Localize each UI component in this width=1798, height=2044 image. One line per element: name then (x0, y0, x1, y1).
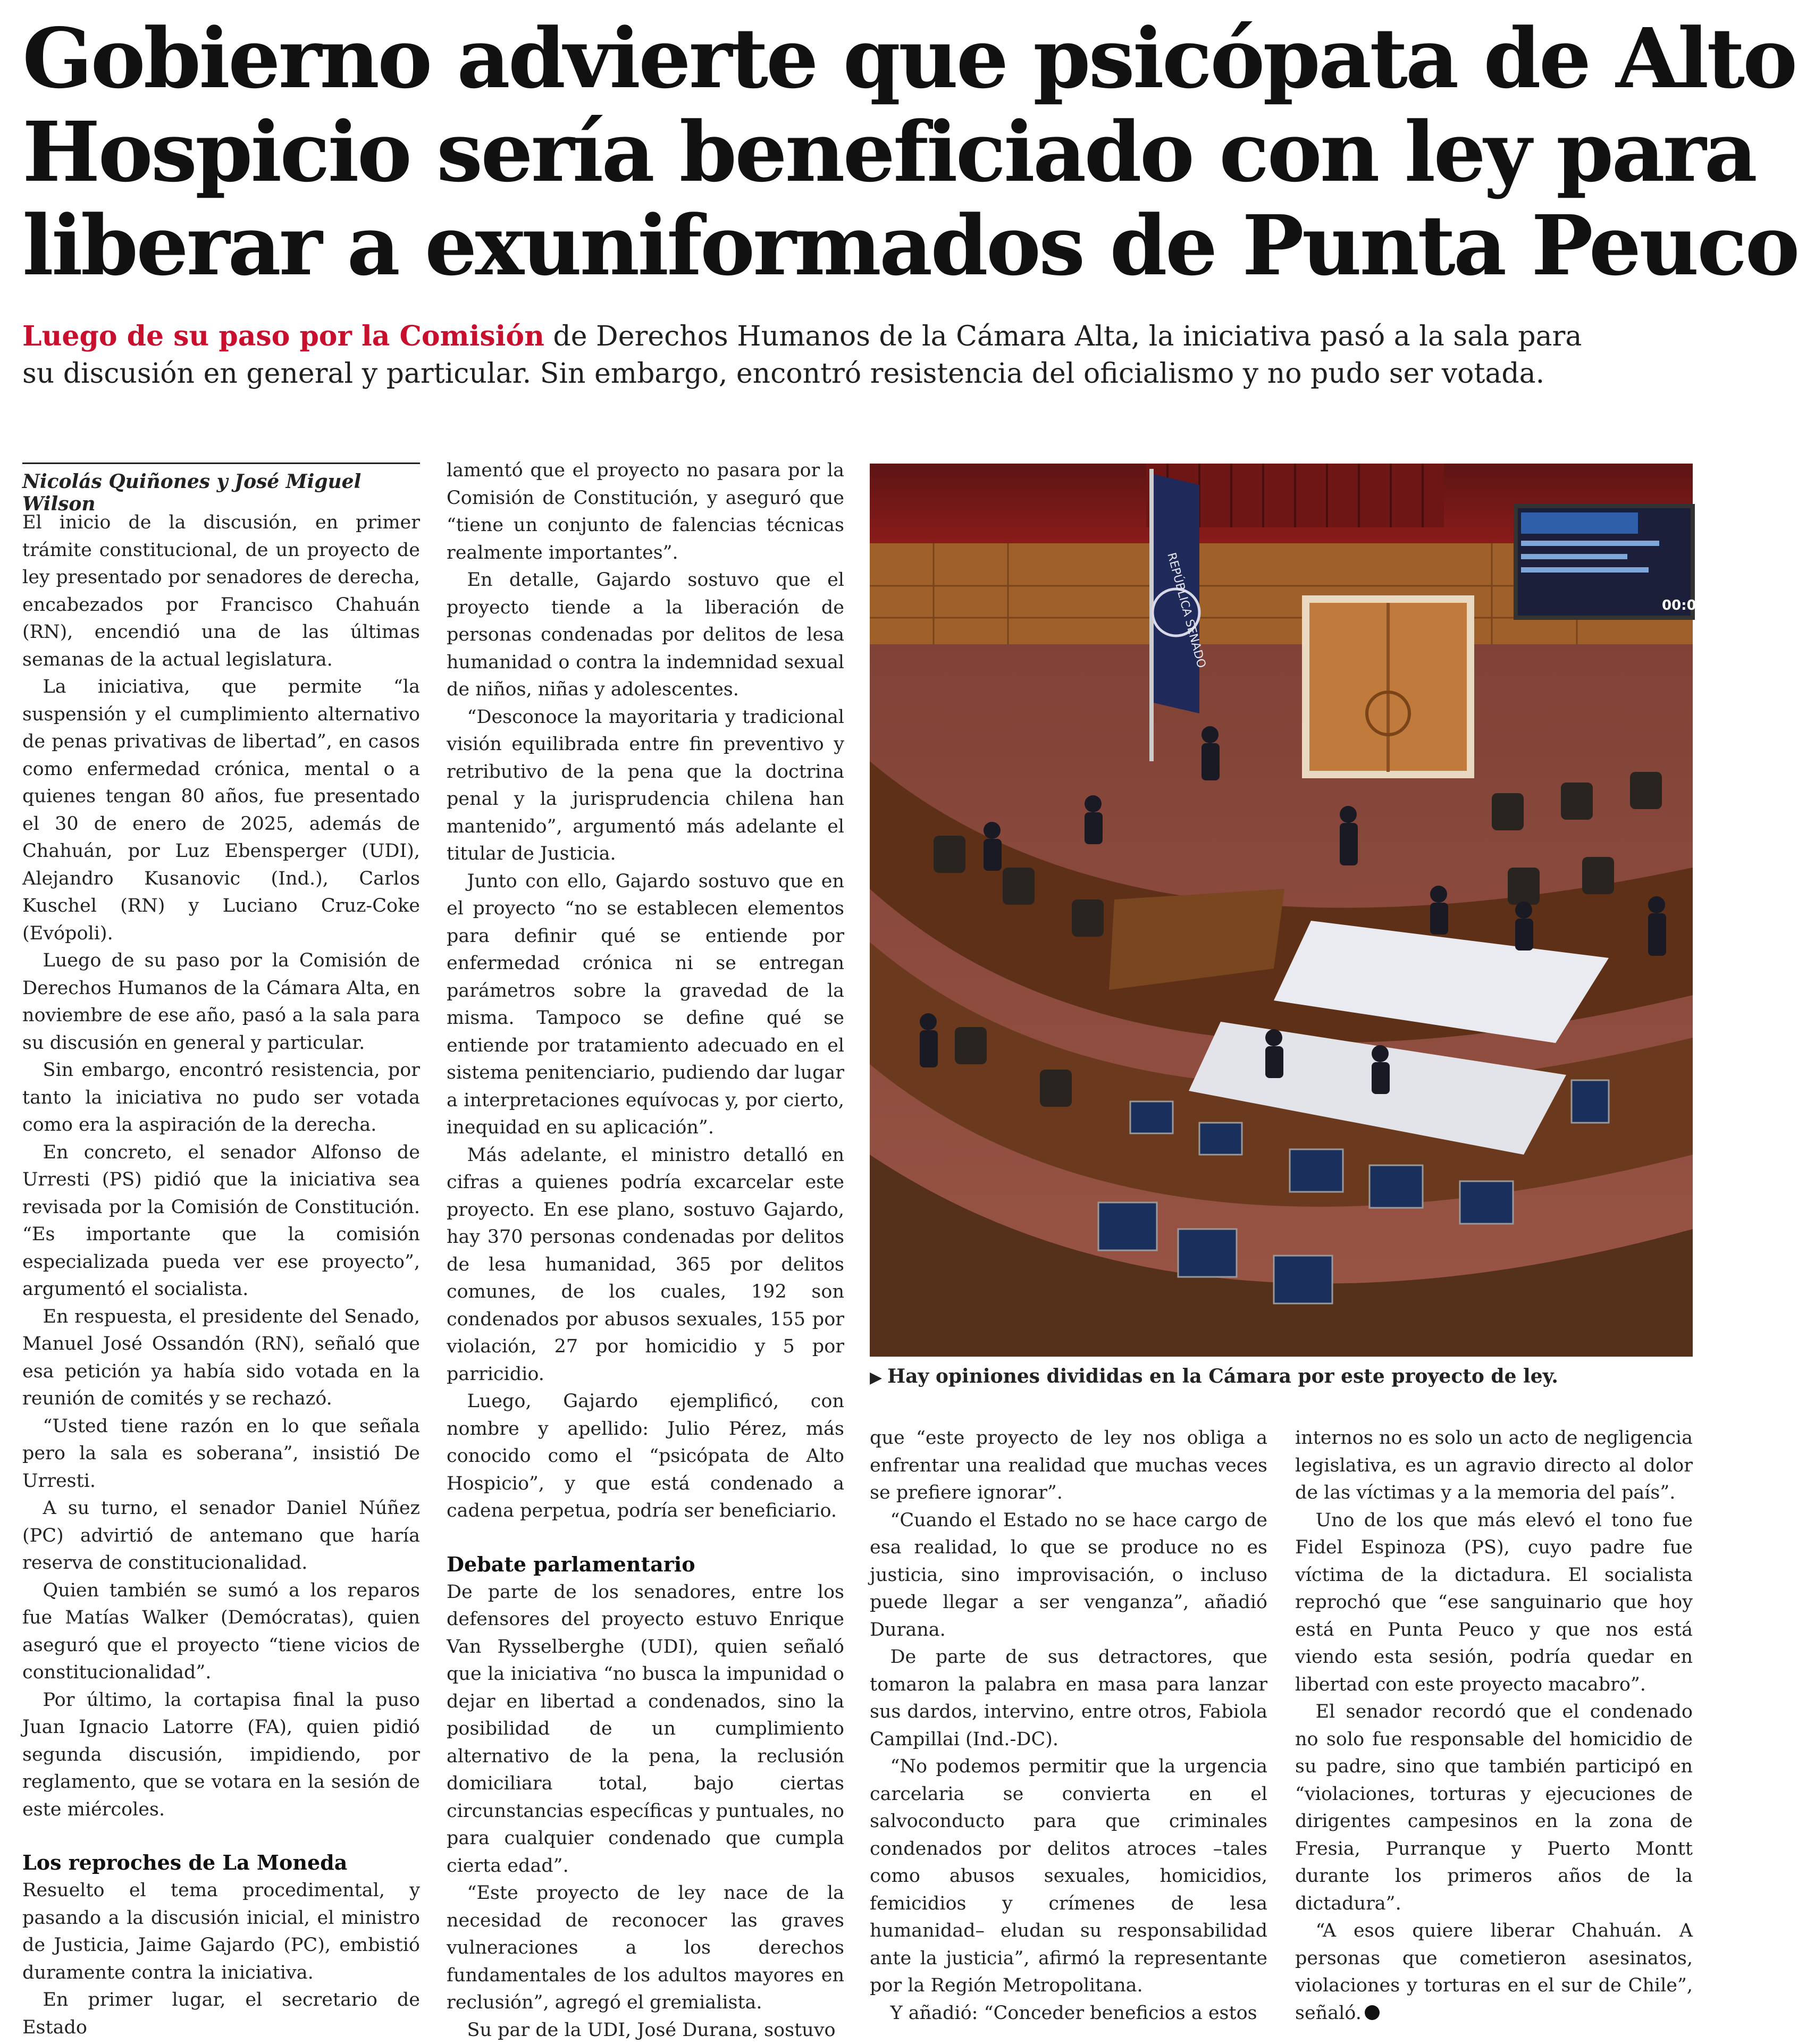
headline-line: Hospicio sería beneficiado con ley para (22, 105, 1713, 199)
paragraph: En respuesta, el presidente del Senado, Manuel José Ossandón (RN), señaló que esa petición ya había sido votada en la reunión de comités y se rechazó. (22, 1303, 420, 1413)
paragraph: De parte de sus detractores, que tomaron la palabra en masa para lanzar sus dardos, intervino, entre otros, Fabiola Campillai (Ind.-DC). (870, 1644, 1267, 1753)
article-column-3 (870, 1425, 1267, 1992)
article-column-2 (447, 457, 844, 1992)
deck-line-1 (22, 318, 1713, 355)
paragraph: Quien también se sumó a los reparos fue Matías Walker (Demócratas), quien aseguró que el proyecto “tiene vicios de constitucionalidad”. (22, 1577, 420, 1687)
paragraph: Por último, la cortapisa final la puso Juan Ignacio Latorre (FA), quien pidió segunda discusión, impidiendo, por reglamento, que se votara en la sesión de este miércoles. (22, 1687, 420, 1824)
end-of-article-icon (1365, 2005, 1380, 2020)
paragraph: “Desconoce la mayoritaria y tradicional visión equilibrada entre fin preventivo y retributivo de la pena que la doctrina penal y la jurisprudencia chilena han mantenido”, argumentó más adelante el titular de Justicia. (447, 704, 844, 868)
paragraph: Resuelto el tema procedimental, y pasando a la discusión inicial, el ministro de Justicia, Jaime Gajardo (PC), embistió duramente contra la iniciativa. (22, 1877, 420, 1987)
screen-clock: 00:0 (1662, 598, 1696, 613)
paragraph: internos no es solo un acto de negligencia legislativa, es un agravio directo al dolor de las víctimas y a la memoria del país”. (1295, 1425, 1693, 1507)
flag-text: REPÚBLICA SENADO (1164, 551, 1208, 670)
paragraph: Sin embargo, encontró resistencia, por tanto la iniciativa no pudo ser votada como era la aspiración de la derecha. (22, 1057, 420, 1139)
paragraph-final (1295, 1917, 1693, 2027)
paragraph: La iniciativa, que permite “la suspensión y el cumplimiento alternativo de penas privativas de libertad”, en casos como enfermedad crónica, mental o a quienes tengan 80 años, fue presentado el 30 de enero de 2025, además de Chahuán, por Luz Ebensperger (UDI), Alejandro Kusanovic (Ind.), Carlos Kuschel (RN) y Luciano Cruz-Coke (Evópoli). (22, 674, 420, 947)
deck-line-2: su discusión en general y particular. Sin embargo, encontró resistencia del oficialismo y no pudo ser votada. (22, 355, 1713, 392)
paragraph: Su par de la UDI, José Durana, sostuvo (447, 2017, 844, 2044)
paragraph: A su turno, el senador Daniel Núñez (PC) advirtió de antemano que haría reserva de constitucionalidad. (22, 1495, 420, 1577)
caption-text: Hay opiniones divididas en la Cámara por este proyecto de ley. (887, 1365, 1558, 1387)
paragraph: que “este proyecto de ley nos obliga a enfrentar una realidad que muchas veces se prefiere ignorar”. (870, 1425, 1267, 1507)
paragraph: “No podemos permitir que la urgencia carcelaria se convierta en el salvoconducto para que criminales condenados por delitos atroces –tales como abusos sexuales, homicidios, femicidios y crímenes de lesa humanidad– eludan su responsabilidad ante la justicia”, afirmó la representante por la Región Metropolitana. (870, 1753, 1267, 2000)
paragraph-final-text: “A esos quiere liberar Chahuán. A personas que cometieron asesinatos, violaciones y torturas en el sur de Chile”, señaló. (1295, 1920, 1693, 2024)
article-column-4 (1295, 1425, 1693, 1992)
headline-line: liberar a exuniformados de Punta Peuco (22, 199, 1713, 292)
deck-line-1-rest: de Derechos Humanos de la Cámara Alta, la iniciativa pasó a la sala para (544, 321, 1582, 352)
paragraph: En detalle, Gajardo sostuvo que el proyecto tiende a la liberación de personas condenadas por delitos de lesa humanidad o contra la indemnidad sexual de niños, niñas y adolescentes. (447, 567, 844, 704)
paragraph: El inicio de la discusión, en primer trámite constitucional, de un proyecto de ley presentado por senadores de derecha, encabezados por Francisco Chahuán (RN), encendió una de las últimas semanas de la actual legislatura. (22, 509, 420, 674)
paragraph: En concreto, el senador Alfonso de Urresti (PS) pidió que la iniciativa sea revisada por la Comisión de Constitución. “Es importante que la comisión especializada pueda ver ese proyecto”, argumentó el socialista. (22, 1139, 420, 1303)
headline (22, 12, 1713, 292)
paragraph: Y añadió: “Conceder beneficios a estos (870, 2000, 1267, 2028)
senate-chamber-photo (870, 464, 1693, 1357)
paragraph: Junto con ello, Gajardo sostuvo que en el proyecto “no se establecen elementos para definir qué se entiende por enfermedad crónica ni se entregan parámetros sobre la gravedad de la misma. Tampoco se define qué se entiende por tratamiento adecuado en el sistema penitenciario, pudiendo dar lugar a interpretaciones equívocas y, por cierto, inequidad en su aplicación”. (447, 868, 844, 1142)
paragraph: “Este proyecto de ley nace de la necesidad de reconocer las graves vulneraciones a los derechos fundamentales de los adultos mayores en reclusión”, agregó el gremialista. (447, 1880, 844, 2017)
byline: Nicolás Quiñones y José Miguel Wilson (22, 462, 420, 515)
subheading: Los reproches de La Moneda (22, 1849, 420, 1876)
paragraph: Uno de los que más elevó el tono fue Fidel Espinoza (PS), cuyo padre fue víctima de la dictadura. El socialista reprochó que “ese sanguinario que hoy está en Punta Peuco y que nos está viendo esta sesión, podría quedar en libertad con este proyecto macabro”. (1295, 1507, 1693, 1699)
paragraph: De parte de los senadores, entre los defensores del proyecto estuvo Enrique Van Rysselberghe (UDI), quien señaló que la iniciativa “no busca la impunidad o dejar en libertad a condenados, sino la posibilidad de un cumplimiento alternativo de la pena, la reclusión domiciliara total, bajo ciertas circunstancias específicas y puntuales, no para cualquier condenado que cumpla cierta edad”. (447, 1579, 844, 1880)
paragraph: Luego de su paso por la Comisión de Derechos Humanos de la Cámara Alta, en noviembre de ese año, pasó a la sala para su discusión en general y particular. (22, 947, 420, 1057)
paragraph: Luego, Gajardo ejemplificó, con nombre y apellido: Julio Pérez, más conocido como el “psicópata de Alto Hospicio”, y que está condenado a cadena perpetua, podría ser beneficiario. (447, 1388, 844, 1525)
deck-lead: Luego de su paso por la Comisión (22, 320, 544, 352)
headline-line: Gobierno advierte que psicópata de Alto (22, 12, 1713, 105)
paragraph: Más adelante, el ministro detalló en cifras a quienes podría excarcelar este proyecto. En ese plano, sostuvo Gajardo, hay 370 personas condenadas por delitos de lesa humanidad, 365 por delitos comunes, de los cuales, 192 son condenados por abusos sexuales, 155 por violación, 27 por homicidio y 5 por parricidio. (447, 1142, 844, 1389)
article-column-1 (22, 509, 420, 1992)
paragraph: “Cuando el Estado no se hace cargo de esa realidad, lo que se produce no es justicia, sino improvisación, o incluso puede llegar a ser venganza”, añadió Durana. (870, 1507, 1267, 1644)
paragraph: El senador recordó que el condenado no solo fue responsable del homicidio de su padre, sino que también participó en “violaciones, torturas y ejecuciones de dirigentes campesinos en la zona de Fresia, Purranque y Puerto Montt durante los primeros años de la dictadura”. (1295, 1698, 1693, 1917)
senate-chamber-illustration (870, 464, 1693, 1357)
caption-triangle-icon: ▶ (870, 1368, 882, 1387)
paragraph: “Usted tiene razón en lo que señala pero la sala es soberana”, insistió De Urresti. (22, 1413, 420, 1495)
paragraph: En primer lugar, el secretario de Estado (22, 1987, 420, 2041)
subheading: Debate parlamentario (447, 1551, 844, 1578)
photo-caption (870, 1365, 1693, 1387)
deck-subtitle (22, 318, 1713, 392)
paragraph: lamentó que el proyecto no pasara por la Comisión de Constitución, y aseguró que “tiene un conjunto de falencias técnicas realmente importantes”. (447, 457, 844, 567)
